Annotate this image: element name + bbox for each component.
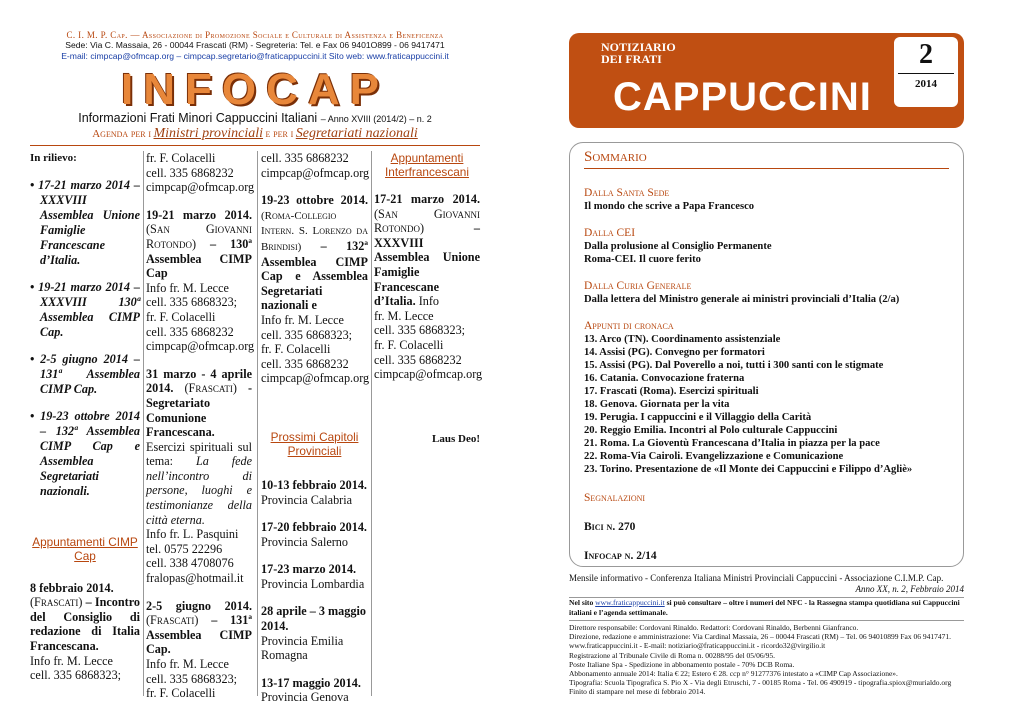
issue-number: 2 — [919, 39, 933, 70]
contact-line: Info fr. L. Pasquini — [146, 527, 239, 542]
sommario-item: 17. Frascati (Roma). Esercizi spirituali — [584, 386, 759, 397]
event-text: Esercizi spirituali sul tema: — [146, 439, 252, 469]
monthly-info — [569, 573, 964, 595]
contact-line: cell. 335 6868232 — [146, 324, 234, 339]
chapter-date: 13-17 maggio 2014. — [261, 675, 361, 690]
event-theme: La fede nell’incontro di persone, luoghi e testimonianze della città eterna. — [146, 454, 252, 527]
sommario-section-items — [584, 240, 949, 266]
site-prefix: Nel sito — [569, 598, 594, 607]
sommario-item: 19. Perugia. I cappuccini e il Villaggio della Carità — [584, 412, 812, 423]
credit-line: Registrazione al Tribunale Civile di Roma n. 00288/95 del 05/06/95. — [569, 650, 776, 660]
agenda-line — [30, 126, 480, 142]
event-info: Info fr. M. Lecce — [30, 653, 113, 668]
chapter-date: 17-23 marzo 2014. — [261, 562, 357, 577]
anno-line: Anno XX, n. 2, Febbraio 2014 — [855, 584, 964, 594]
sommario-section-items — [584, 333, 949, 476]
section-title-cimp: Appuntamenti CIMP Cap — [32, 534, 138, 563]
cappuccini-banner — [569, 33, 964, 128]
event-description: – 130ª Assemblea CIMP Cap — [146, 236, 252, 281]
chapter-province: Provincia Lombardia — [261, 576, 365, 591]
event-date: 19-23 ottobre 2014. — [261, 193, 368, 208]
sommario-section-head: Dalla Curia Generale — [584, 280, 692, 292]
credit-line: Tipografia: Scuola Tipografica S. Pio X - Via degli Etruschi, 7 - 00185 Roma - Tel. 06 490919 - tipografia.spiox@murialdo.org — [569, 678, 952, 688]
contact-line: Info fr. M. Lecce — [146, 657, 229, 671]
contact-line: fr. F. Colacelli — [146, 686, 216, 701]
chapter-province: Provincia Genova — [261, 690, 349, 705]
contact-line: cell. 338 4708076 — [146, 556, 234, 571]
contact-line: cimpcap@ofmcap.org — [374, 367, 483, 382]
chapter-date: 28 aprile – 3 maggio 2014. — [261, 604, 366, 634]
contact-line: cell. 335 6868232 — [261, 151, 349, 165]
issue-year: 2014 — [915, 78, 937, 90]
sommario-item: Dalla prolusione al Consiglio Permanente — [584, 241, 772, 252]
event-place: (Roma-Collegio Intern. S. Lorenzo da Brindisi) — [261, 209, 368, 253]
event-entry — [261, 193, 368, 313]
contact-line: cell. 335 6868232 — [261, 356, 349, 371]
event-place: (Frascati) — [146, 613, 199, 628]
sommario-item: 22. Roma-Via Cairoli. Evangelizzazione e Comunicazione — [584, 451, 844, 462]
sommario-item: 16. Catania. Convocazione fraterna — [584, 373, 745, 384]
contact-line: fralopas@hotmail.it — [146, 571, 244, 586]
event-date: 31 marzo - 4 aprile 2014. — [146, 366, 252, 396]
site-link[interactable]: www.fraticappuccini.it — [595, 598, 665, 607]
event-description: – 132ª Assemblea CIMP Cap e Assemblea Segretariati nazionali e — [261, 238, 368, 313]
contact-line: Info fr. M. Lecce — [261, 312, 344, 327]
event-date: 8 febbraio 2014. — [30, 580, 114, 595]
sommario-section-head: Appunti di cronaca — [584, 320, 674, 332]
event-date: 17-21 marzo 2014. — [374, 192, 480, 206]
sommario-section-head: Dalla Santa Sede — [584, 187, 670, 199]
contact-line: fr. M. Lecce — [374, 308, 434, 323]
column-in-rilievo — [30, 151, 140, 683]
sommario-item: 13. Arco (TN). Coordinamento assistenziale — [584, 334, 781, 345]
chapter-date: 17-20 febbraio 2014. — [261, 520, 367, 535]
event-description: – XXXVIII Assemblea Unione Famiglie Francescane d’Italia. — [374, 221, 480, 309]
sommario-item: 14. Assisi (PG). Convegno per formatori — [584, 347, 765, 358]
sommario-item: 18. Genova. Giornata per la vita — [584, 399, 730, 410]
section-title-capitoli: Prossimi Capitoli Provinciali — [270, 429, 359, 458]
issue-info: – Anno XVIII (2014/2) – n. 2 — [320, 114, 432, 124]
cappuccini-title: CAPPUCCINI — [613, 75, 872, 119]
credit-line: Direttore responsabile: Cordovani Rinaldo. Redattori: Cordovani Rinaldo, Berbenni Gianfranco. — [569, 623, 859, 632]
event-description: – 131ª Assemblea CIMP Cap. — [146, 613, 252, 657]
association-contacts: E-mail: cimpcap@ofmcap.org – cimpcap.segretario@fraticappuccini.it Sito web: www.fraticappuccini.it — [61, 51, 449, 61]
credit-line: www.fraticappuccini.it - E-mail: notiziario@fraticappuccini.it - ricordo32@virgilio.it — [569, 641, 826, 651]
column-interfrancescani — [374, 151, 483, 446]
event-place: (Frascati) — [184, 381, 237, 396]
event-place: (Frascati) — [30, 595, 83, 610]
association-name: C. I. M. P. Cap. — Associazione di Promozione Sociale e Culturale di Assistenza e Beneficenza — [66, 30, 444, 40]
highlight-item: • 2-5 giugno 2014 – 131ª Assemblea CIMP Cap. — [30, 351, 140, 396]
agenda-mid: e per i — [265, 128, 294, 140]
event-info-label: Info — [418, 294, 440, 309]
event-place: (San Giovanni Rotondo) — [374, 206, 480, 236]
contact-line: cell. 335 6868323; — [374, 323, 466, 338]
event-description: - Segretariato Comunione Francescana. — [146, 381, 253, 440]
sommario-item: 15. Assisi (PG). Dal Poverello a noi, tutti i 300 santi con le stigmate — [584, 360, 884, 371]
sommario-item: Il mondo che scrive a Papa Francesco — [584, 201, 755, 212]
agenda-prefix: Agenda per i — [92, 128, 151, 140]
event-cell: cell. 335 6868323; — [30, 668, 122, 683]
in-rilievo-heading: In rilievo: — [30, 152, 77, 164]
agenda-ministri: Ministri provinciali — [153, 126, 264, 141]
event-place: (San Giovanni Rotondo) — [146, 222, 252, 251]
notiziario-label — [601, 41, 676, 65]
laus-deo: Laus Deo! — [432, 432, 480, 445]
contact-line: fr. F. Colacelli — [261, 342, 331, 357]
sommario-section-items — [584, 200, 949, 213]
chapter-province: Provincia Salerno — [261, 534, 348, 549]
event-entry — [374, 192, 480, 309]
contact-line: cell. 335 6868323; — [261, 327, 353, 342]
publication-subtitle — [30, 111, 480, 125]
event-entry — [146, 208, 252, 281]
sommario-section-head: Bici n. 270 — [584, 521, 636, 533]
event-entry — [146, 367, 252, 528]
credit-line: Direzione, redazione e amministrazione: Via Cardinal Massaia, 26 – 00044 Frascati (RM) – Tel. 06 94010899 Fax 06 9417471. — [569, 632, 951, 642]
credit-line: Finito di stampare nel mese di febbraio 2014. — [569, 687, 706, 697]
contact-line: fr. F. Colacelli — [374, 337, 444, 352]
section-title-interfrancescani: Appuntamenti Interfrancescani — [385, 151, 469, 179]
highlight-item: • 17-21 marzo 2014 – XXXVIII Assemblea Unione Famiglie Francescane d’Italia. — [30, 177, 140, 267]
chapter-province: Provincia Emilia Romagna — [261, 633, 344, 663]
column-events-3 — [261, 151, 368, 705]
sommario-item: 21. Roma. La Gioventù Francescana d’Italia in piazza per la pace — [584, 438, 880, 449]
subtitle-text: Informazioni Frati Minori Cappuccini Italiani — [78, 111, 318, 125]
agenda-segretariati: Segretariati nazionali — [295, 126, 418, 141]
contact-line: cimpcap@ofmcap.org — [261, 165, 370, 180]
dei-frati-word: DEI FRATI — [601, 52, 662, 66]
contact-line: cell. 335 6868232 — [374, 352, 462, 367]
chapter-date: 10-13 febbraio 2014. — [261, 477, 367, 492]
event-description: – Incontro del Consiglio di redazione di Italia Francescana. — [30, 595, 140, 653]
infocap-logo: INFOCAP — [121, 65, 389, 114]
contact-line: fr. F. Colacelli — [146, 309, 216, 324]
credit-line: Abbonamento annuale 2014: Italia € 22; Estero € 28. ccp n° 91277376 intestato a «CIMP Cap Associazione». — [569, 669, 898, 679]
contact-line: cimpcap@ofmcap.org — [146, 339, 255, 354]
contact-line: cimpcap@ofmcap.org — [146, 180, 255, 195]
sommario-box — [569, 142, 964, 567]
event-date: 2-5 giugno 2014. — [146, 598, 252, 613]
highlight-item: • 19-21 marzo 2014 – XXXVIII 130ª Assemblea CIMP Cap. — [30, 279, 140, 339]
sommario-item: 23. Torino. Presentazione de «Il Monte dei Cappuccini e Filippo d’Agliè» — [584, 464, 913, 475]
contact-line: fr. F. Colacelli — [146, 151, 216, 165]
contact-line: cell. 335 6868323; — [146, 671, 238, 686]
chapter-province: Provincia Calabria — [261, 492, 353, 507]
credits-block — [569, 623, 964, 697]
association-address: Sede: Via C. Massaia, 26 - 00044 Frascati (RM) - Segreteria: Tel. e Fax 06 9401O899 - 06 9417471 — [65, 40, 445, 50]
column-divider — [143, 151, 144, 696]
contact-line: Info fr. M. Lecce — [146, 280, 229, 295]
notiziario-word: NOTIZIARIO — [601, 40, 676, 54]
header-divider — [30, 145, 480, 146]
footer-divider — [569, 620, 964, 621]
site-text: si può consultare – oltre i numeri del NFC - la Rassegna stampa quotidiana sui Cappuccini italiani e l’agenda settimanale. — [569, 598, 960, 617]
column-divider — [371, 151, 372, 696]
sommario-item: Dalla lettera del Ministro generale ai ministri provinciali d’Italia (2/a) — [584, 294, 900, 305]
contact-line: cimpcap@ofmcap.org — [261, 371, 370, 386]
sommario-title: Sommario — [584, 149, 949, 169]
event-entry — [146, 599, 252, 657]
highlight-item: • 19-23 ottobre 2014 – 132ª Assemblea CIMP Cap e Assemblea Segretariati nazionali. — [30, 408, 140, 498]
sommario-item: Roma-CEI. Il cuore ferito — [584, 254, 701, 265]
monthly-line: Mensile informativo - Conferenza Italiana Ministri Provinciali Cappuccini - Associazione C.I.M.P. Cap. — [569, 573, 944, 583]
contact-line: tel. 0575 22296 — [146, 541, 223, 556]
sommario-section-items — [584, 293, 949, 306]
event-date: 19-21 marzo 2014. — [146, 207, 252, 222]
column-events-2 — [146, 151, 255, 701]
association-header — [30, 30, 480, 62]
sommario-section-head: Infocap n. 2/14 — [584, 550, 657, 562]
sommario-section-head: Dalla CEI — [584, 227, 636, 239]
credit-line: Poste Italiane Spa - Spedizione in abbonamento postale - 70% DCB Roma. — [569, 659, 795, 669]
issue-divider — [898, 73, 954, 74]
site-note — [569, 598, 964, 617]
sommario-section-head: Segnalazioni — [584, 492, 646, 504]
event-entry — [30, 581, 140, 654]
contact-line: cell. 335 6868323; — [146, 295, 238, 310]
contact-line: cell. 335 6868232 — [146, 165, 234, 180]
sommario-item: 20. Reggio Emilia. Incontri al Polo culturale Cappuccini — [584, 425, 838, 436]
column-divider — [257, 151, 258, 696]
